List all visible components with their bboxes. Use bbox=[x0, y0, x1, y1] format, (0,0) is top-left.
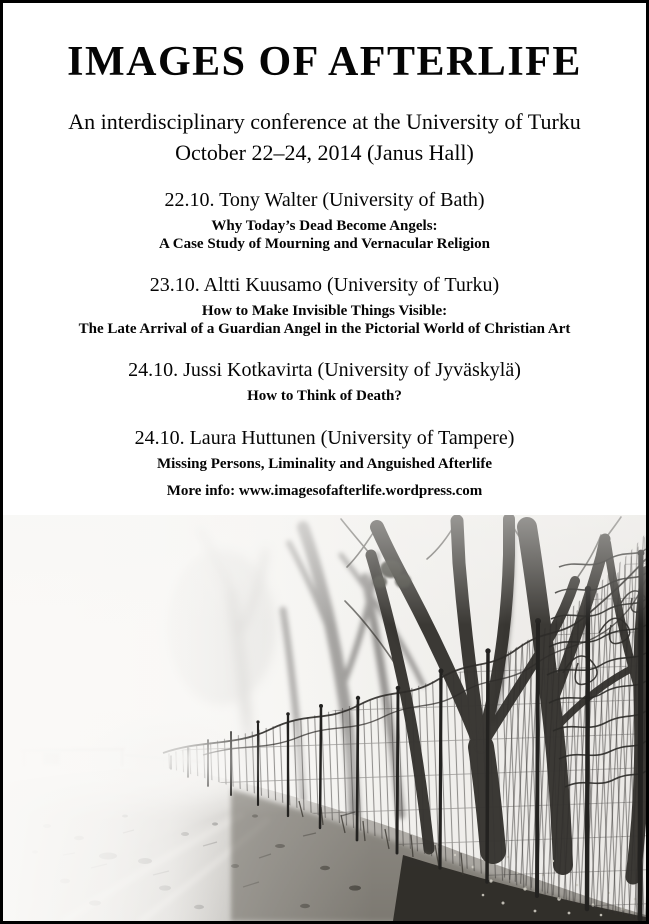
talk-entry-4 bbox=[135, 406, 515, 474]
talk-entry-1 bbox=[159, 168, 490, 253]
foggy-fence-photo bbox=[3, 515, 646, 921]
poster-title: IMAGES OF AFTERLIFE bbox=[67, 39, 582, 85]
more-info-line: More info: www.imagesofafterlife.wordpress.com bbox=[166, 483, 483, 499]
talk-1-title-line-2: A Case Study of Mourning and Vernacular Religion bbox=[158, 235, 491, 252]
subtitle-line-2: October 22–24, 2014 (Janus Hall) bbox=[175, 140, 474, 165]
poster-photo bbox=[3, 515, 646, 921]
talk-4-title bbox=[135, 456, 515, 474]
talk-2-title-line-1: How to Make Invisible Things Visible: bbox=[201, 303, 448, 319]
photo-vanishing-fog bbox=[86, 711, 276, 807]
talk-3-title bbox=[128, 388, 521, 406]
talk-1-speaker: 22.10. Tony Walter (University of Bath) bbox=[164, 189, 485, 211]
talk-3-speaker: 24.10. Jussi Kotkavirta (University of Jyväskylä) bbox=[128, 359, 521, 381]
talk-2-title bbox=[79, 303, 571, 338]
poster-subtitle bbox=[68, 106, 581, 168]
talk-1-title bbox=[159, 218, 490, 253]
subtitle-line-1: An interdisciplinary conference at the University of Turku bbox=[68, 109, 581, 134]
talk-2-title-line-2: The Late Arrival of a Guardian Angel in the Pictorial World of Christian Art bbox=[78, 320, 571, 337]
talk-4-title-line-1: Missing Persons, Liminality and Anguished Afterlife bbox=[156, 455, 493, 472]
talk-1-title-line-1: Why Today’s Dead Become Angels: bbox=[211, 218, 438, 234]
talk-entry-2 bbox=[79, 253, 571, 338]
talk-4-speaker: 24.10. Laura Huttunen (University of Tampere) bbox=[134, 426, 515, 449]
talk-entry-3 bbox=[128, 338, 521, 406]
talk-3-title-line-1: How to Think of Death? bbox=[247, 388, 402, 404]
photo-fog-veil-top bbox=[3, 515, 646, 625]
talk-2-speaker: 23.10. Altti Kuusamo (University of Turku) bbox=[149, 274, 500, 296]
